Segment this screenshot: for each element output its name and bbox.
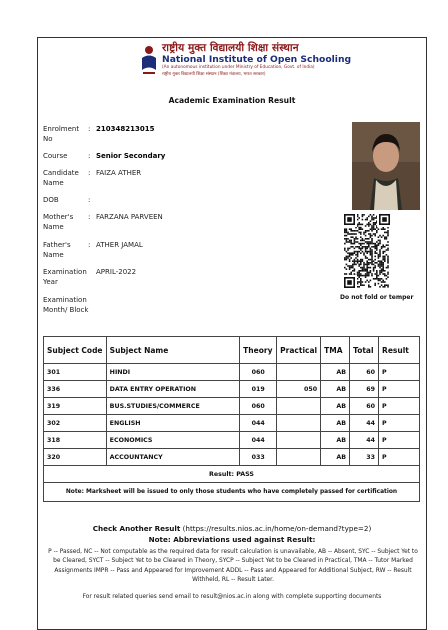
- nios-emblem-icon: [140, 44, 158, 76]
- subject-name: ENGLISH: [106, 415, 240, 432]
- colon: :: [88, 125, 91, 133]
- colon: :: [88, 196, 91, 204]
- email-note: For result related queries send email to result@nios.ac.in along with complete supporting documents: [82, 594, 382, 600]
- header-tma: TMA: [321, 337, 350, 364]
- org-subline-1: (An autonomous institution under Ministry of Education, Govt. of India): [162, 65, 315, 70]
- table-row: [44, 398, 420, 415]
- header-practical: Practical: [277, 337, 321, 364]
- dob-label: DOB: [43, 196, 59, 204]
- table-row: [44, 364, 420, 381]
- org-name-english: National Institute of Open Schooling: [162, 54, 352, 65]
- enrolment-label: Enrolment No: [43, 125, 80, 143]
- subject-code: 336: [44, 381, 107, 398]
- table-row: [44, 415, 420, 432]
- tma-marks: AB: [321, 381, 350, 398]
- result-table: [43, 336, 420, 502]
- org-name-hindi: राष्ट्रीय मुक्त विद्यालयी शिक्षा संस्थान: [162, 42, 299, 54]
- candidate-value: FAIZA ATHER: [96, 169, 142, 177]
- theory-marks: 044: [240, 415, 277, 432]
- table-row: [44, 381, 420, 398]
- exam-year-value: APRIL-2022: [96, 268, 137, 276]
- total-marks: 69: [350, 381, 379, 398]
- result-status: P: [379, 381, 420, 398]
- check-result-url[interactable]: (https://results.nios.ac.in/home/on-demand?type=2): [180, 524, 372, 533]
- exam-year-label: Examination Year: [43, 268, 87, 286]
- mother-label: Mother's Name: [43, 213, 74, 231]
- subject-code: 319: [44, 398, 107, 415]
- theory-marks: 060: [240, 398, 277, 415]
- header-theory: Theory: [240, 337, 277, 364]
- result-status: P: [379, 364, 420, 381]
- subject-name: DATA ENTRY OPERATION: [106, 381, 240, 398]
- page-title: Academic Examination Result: [168, 96, 296, 105]
- tma-marks: AB: [321, 432, 350, 449]
- subject-name: ECONOMICS: [106, 432, 240, 449]
- nios-logo: [140, 42, 352, 80]
- result-summary-row: [44, 466, 420, 483]
- marksheet-page: [37, 37, 427, 630]
- abbreviations-text: P -- Passed, NC -- Not computable as the required data for result calculation is unavailable, AB -- Absent, SYC -- Subject Yet to be Cleared, SYCT -- Subject Yet to be Cleared in Theory, SYCP -- Subject Yet to be Cleared in Practical, TMA -- Tutor Marked Assignments IMPR -- Pass and Appeared for Improvement ADDL -- Pass and Appeared for Additional Subject, RW -- Result Withheld, RL -- Result Later.: [48, 549, 418, 584]
- overall-result: Result: PASS: [44, 466, 420, 483]
- header-subject-name: Subject Name: [106, 337, 240, 364]
- result-status: P: [379, 398, 420, 415]
- header-subject-code: Subject Code: [44, 337, 107, 364]
- theory-marks: 044: [240, 432, 277, 449]
- father-value: ATHER JAMAL: [96, 241, 143, 249]
- org-subline-2: राष्ट्रीय मुक्त विद्यालयी शिक्षा संस्थान (शिक्षा मंत्रालय, भारत सरकार): [162, 72, 266, 77]
- check-another-result-link[interactable]: Check Another Result: [92, 524, 181, 533]
- theory-marks: 060: [240, 364, 277, 381]
- table-row: [44, 432, 420, 449]
- table-row: [44, 449, 420, 466]
- result-status: P: [379, 432, 420, 449]
- total-marks: 44: [350, 415, 379, 432]
- subject-name: ACCOUNTANCY: [106, 449, 240, 466]
- practical-marks: [277, 449, 321, 466]
- father-label: Father's Name: [43, 241, 71, 259]
- subject-code: 318: [44, 432, 107, 449]
- subject-name: HINDI: [106, 364, 240, 381]
- candidate-label: Candidate Name: [43, 169, 79, 187]
- total-marks: 60: [350, 398, 379, 415]
- result-status: P: [379, 449, 420, 466]
- mother-value: FARZANA PARVEEN: [96, 213, 163, 221]
- header-result: Result: [379, 337, 420, 364]
- abbreviations-title: Note: Abbreviations used against Result:: [148, 535, 316, 544]
- practical-marks: [277, 432, 321, 449]
- enrolment-value: 210348213015: [96, 125, 155, 133]
- subject-name: BUS.STUDIES/COMMERCE: [106, 398, 240, 415]
- colon: :: [88, 241, 91, 249]
- theory-marks: 033: [240, 449, 277, 466]
- note-row: [44, 483, 420, 502]
- colon: :: [88, 152, 91, 160]
- colon: :: [88, 213, 91, 221]
- practical-marks: 050: [277, 381, 321, 398]
- qr-code-icon: [344, 214, 390, 288]
- colon: :: [88, 169, 91, 177]
- practical-marks: [277, 415, 321, 432]
- header-total: Total: [350, 337, 379, 364]
- course-value: Senior Secondary: [96, 152, 166, 160]
- table-header-row: [44, 337, 420, 364]
- exam-month-label: Examination Month/ Block: [43, 296, 89, 314]
- tma-marks: AB: [321, 364, 350, 381]
- course-label: Course: [43, 152, 68, 160]
- candidate-photo: [352, 122, 420, 210]
- total-marks: 44: [350, 432, 379, 449]
- check-another-result: [38, 524, 426, 533]
- subject-code: 302: [44, 415, 107, 432]
- practical-marks: [277, 364, 321, 381]
- result-status: P: [379, 415, 420, 432]
- total-marks: 60: [350, 364, 379, 381]
- practical-marks: [277, 398, 321, 415]
- tma-marks: AB: [321, 415, 350, 432]
- qr-note: Do not fold or temper: [340, 294, 414, 301]
- total-marks: 33: [350, 449, 379, 466]
- tma-marks: AB: [321, 449, 350, 466]
- subject-code: 320: [44, 449, 107, 466]
- marksheet-note: Note: Marksheet will be issued to only those students who have completely passed for certification: [44, 483, 420, 502]
- subject-code: 301: [44, 364, 107, 381]
- theory-marks: 019: [240, 381, 277, 398]
- tma-marks: AB: [321, 398, 350, 415]
